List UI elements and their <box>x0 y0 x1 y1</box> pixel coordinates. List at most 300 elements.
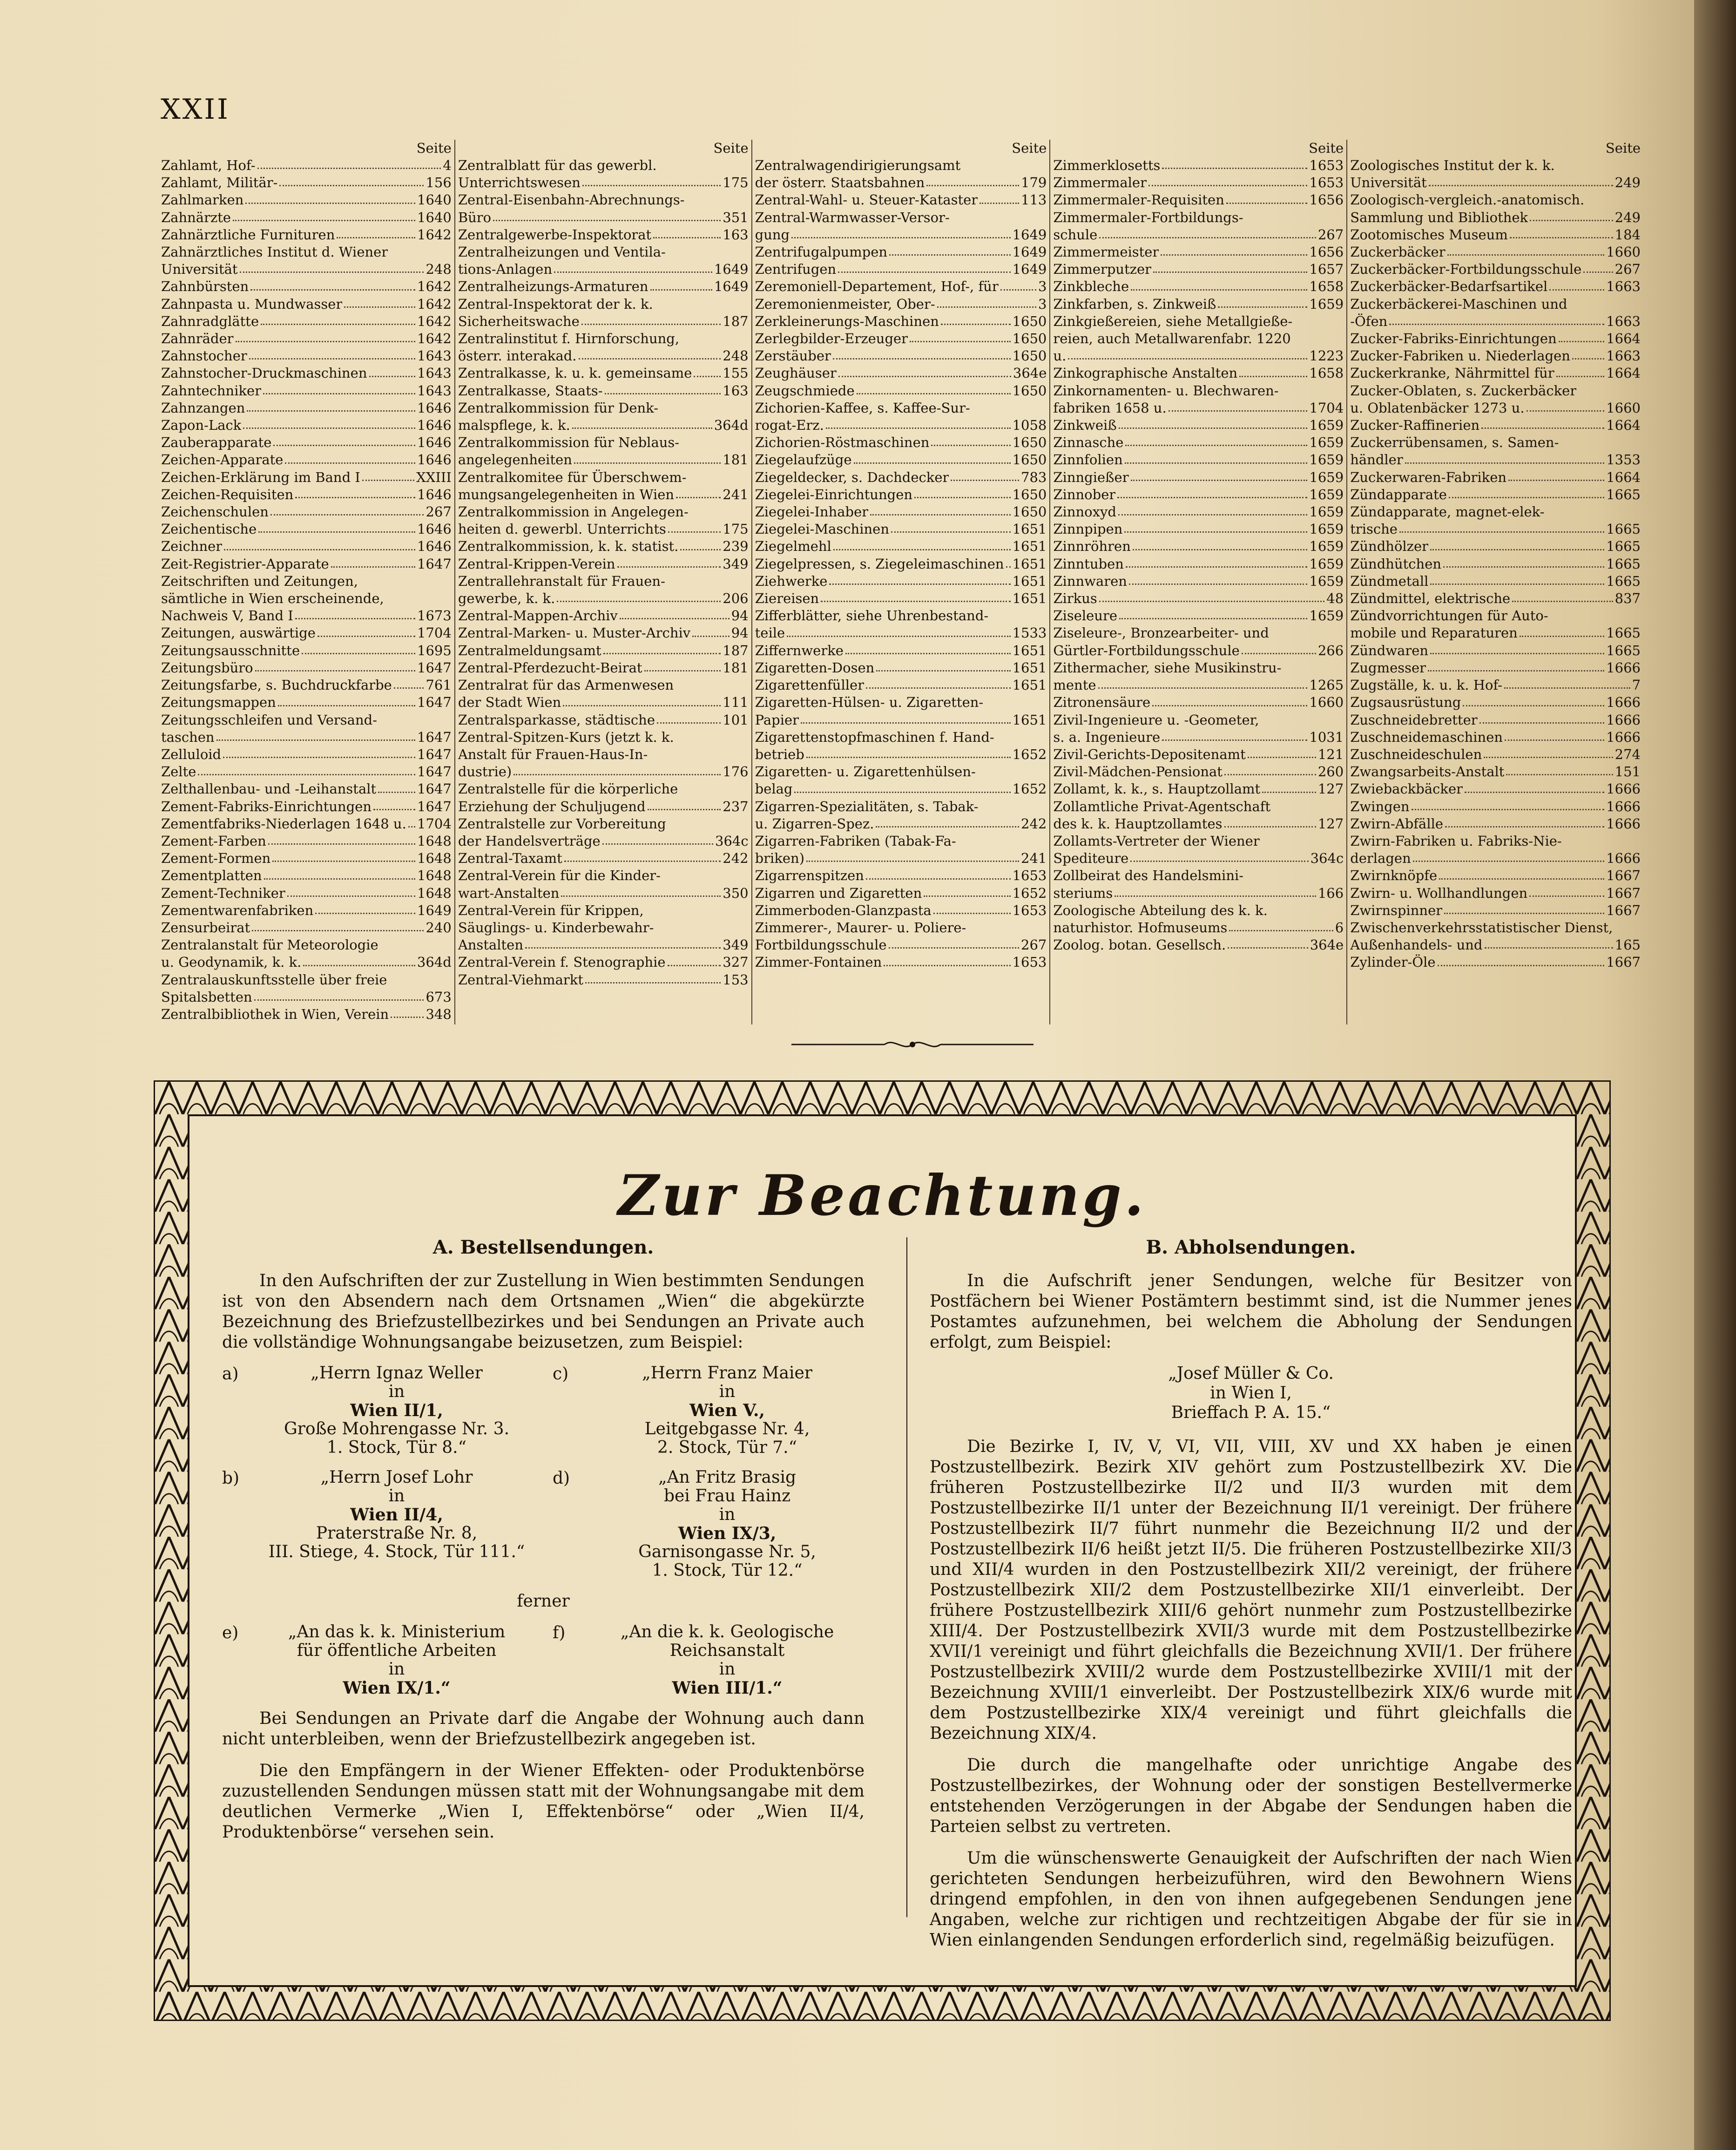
dot-leader <box>1162 157 1307 169</box>
index-entry <box>1350 573 1641 590</box>
index-entry <box>161 174 452 191</box>
dot-leader <box>243 417 415 429</box>
index-entry <box>1350 677 1641 694</box>
dot-leader <box>1438 954 1605 966</box>
entry-term: Zentral-Inspektorat der k. k. <box>458 296 653 312</box>
entry-page: 1058 <box>1012 417 1047 434</box>
example-line: 1. Stock, Tür 8.“ <box>326 1438 467 1457</box>
entry-term: Zeichentische <box>161 521 257 537</box>
entry-page: 1649 <box>714 261 749 278</box>
entry-term: Zimmerer-, Maurer- u. Poliere- <box>755 919 966 936</box>
entry-term: Zucker-Fabriken u. Niederlagen <box>1350 348 1570 364</box>
example-line: Wien V., <box>689 1401 765 1420</box>
example-line: in Wien I, <box>1210 1384 1292 1403</box>
entry-term: Zinkgießereien, siehe Metallgieße- <box>1053 313 1293 329</box>
entry-term: Spediteure <box>1053 850 1129 867</box>
page-number: XXII <box>161 93 230 126</box>
entry-page: 1659 <box>1309 434 1344 451</box>
example-line: „An die k. k. Geologische <box>620 1622 834 1641</box>
entry-term: angelegenheiten <box>458 452 572 468</box>
index-entry <box>1053 607 1344 624</box>
entry-page: 1649 <box>1012 261 1047 278</box>
entry-page: 1663 <box>1606 278 1641 295</box>
dot-leader <box>1248 746 1316 758</box>
entry-term: Zahnzangen <box>161 400 245 416</box>
dot-leader <box>582 174 721 186</box>
entry-page: 1648 <box>417 850 452 867</box>
entry-page: 1665 <box>1606 642 1641 658</box>
entry-page: 1650 <box>1012 313 1047 329</box>
index-entry <box>458 850 749 867</box>
entry-term: Zollbeirat des Handelsmini- <box>1053 868 1244 884</box>
index-entry <box>161 191 452 209</box>
index-entry <box>1053 919 1344 936</box>
dot-leader <box>857 382 1011 394</box>
entry-term: Zucker-Oblaten, s. Zuckerbäcker <box>1350 382 1577 399</box>
index-entry <box>755 867 1047 884</box>
entry-page: 837 <box>1614 590 1641 607</box>
index-entry <box>161 538 452 555</box>
dot-leader <box>914 486 1011 498</box>
entry-term: des k. k. Hauptzollamtes <box>1053 815 1223 832</box>
entry-term: Zeit-Registrier-Apparate <box>161 556 329 572</box>
entry-page: 1652 <box>1012 885 1047 901</box>
index-entry <box>1350 885 1641 902</box>
dot-leader <box>1510 226 1613 238</box>
index-entry <box>458 867 749 884</box>
index-entry <box>755 278 1047 295</box>
entry-term: Zentralauskunftsstelle über freie <box>161 971 387 988</box>
index-entry <box>1350 503 1641 521</box>
dot-leader <box>806 746 1011 758</box>
index-entry <box>755 451 1047 468</box>
entry-page: 1665 <box>1606 556 1641 572</box>
entry-page: 1666 <box>1606 729 1641 745</box>
entry-term: Zwirn- u. Wollhandlungen <box>1350 885 1528 901</box>
index-entry <box>1350 226 1641 244</box>
index-entry <box>1053 417 1344 434</box>
entry-term: Zentrifugen <box>755 261 837 278</box>
dot-leader <box>278 694 415 706</box>
index-entry <box>458 902 749 919</box>
index-entry <box>1350 919 1641 936</box>
index-entry <box>1350 347 1641 365</box>
entry-page: 163 <box>723 226 749 243</box>
dot-leader <box>285 451 415 463</box>
dot-leader <box>261 313 415 325</box>
entry-page: 3 <box>1038 278 1047 295</box>
index-entry <box>1350 798 1641 815</box>
example-line: 2. Stock, Tür 7.“ <box>657 1438 797 1457</box>
index-entry <box>161 573 452 590</box>
entry-page: 1665 <box>1606 573 1641 589</box>
dot-leader <box>866 677 1011 689</box>
index-entry <box>1350 191 1641 209</box>
index-entry <box>1350 712 1641 729</box>
index-entry <box>1350 521 1641 538</box>
dot-leader <box>563 694 721 706</box>
entry-term: Zahnärzte <box>161 209 231 225</box>
entry-page: 1650 <box>1012 434 1047 451</box>
dot-leader <box>1068 347 1307 359</box>
dot-leader <box>493 209 721 221</box>
entry-page: 179 <box>1021 175 1047 191</box>
dot-leader <box>585 971 721 983</box>
entry-term: Ziegelei-Inhaber <box>755 504 869 520</box>
index-entry <box>1053 798 1344 815</box>
index-entry <box>161 712 452 729</box>
entry-page: 156 <box>426 175 452 191</box>
dot-leader <box>1506 763 1613 775</box>
entry-term: Zelluloid <box>161 746 222 762</box>
entry-term: Zentralheizungs-Armaturen <box>458 278 648 295</box>
entry-page: 1651 <box>1012 556 1047 572</box>
index-entry <box>1350 382 1641 400</box>
dot-leader <box>554 261 712 273</box>
example-line: bei Frau Hainz <box>663 1486 791 1506</box>
index-entry <box>755 382 1047 400</box>
index-entry <box>1350 642 1641 659</box>
index-entry <box>755 261 1047 278</box>
entry-page: 1642 <box>417 296 452 312</box>
index-entry <box>458 174 749 191</box>
index-entry <box>161 833 452 850</box>
entry-page: 1650 <box>1012 452 1047 468</box>
entry-page: 1665 <box>1606 538 1641 555</box>
entry-term: Zentral-Eisenbahn-Abrechnungs- <box>458 192 685 208</box>
entry-page: 206 <box>723 590 749 607</box>
entry-page: 1649 <box>417 902 452 918</box>
entry-term: Zahlamt, Hof- <box>161 157 256 173</box>
example-line: „Herrn Josef Lohr <box>320 1468 473 1487</box>
index-entry <box>1053 624 1344 642</box>
entry-page: 1640 <box>417 192 452 208</box>
entry-term: u. Zigarren-Spez. <box>755 815 874 832</box>
entry-page: 1031 <box>1309 729 1344 745</box>
dot-leader <box>1006 556 1011 568</box>
section-b-example <box>930 1364 1572 1423</box>
dot-leader <box>806 850 1019 862</box>
entry-term: Nachweis V, Band I <box>161 608 293 624</box>
entry-page: 1704 <box>417 815 452 832</box>
dot-leader <box>331 556 415 568</box>
entry-page: 1653 <box>1309 175 1344 191</box>
dot-leader <box>1485 936 1613 949</box>
dot-leader <box>924 885 1010 897</box>
entry-page: 127 <box>1317 781 1344 797</box>
index-entry <box>755 503 1047 521</box>
entry-term: Zinkographische Anstalten <box>1053 365 1238 381</box>
index-entry <box>161 417 452 434</box>
index-entry <box>1053 365 1344 382</box>
dot-leader <box>884 954 1010 966</box>
entry-term: mente <box>1053 677 1096 693</box>
example-line: in <box>388 1660 405 1679</box>
entry-page: 249 <box>1614 209 1641 225</box>
entry-term: Zuckerwaren-Fabriken <box>1350 469 1507 485</box>
index-entry <box>161 1006 452 1023</box>
entry-page: 1646 <box>417 521 452 537</box>
dot-leader <box>1505 729 1604 741</box>
index-column <box>1050 140 1347 1024</box>
index-entry <box>1053 261 1344 278</box>
address-example <box>553 1468 865 1580</box>
index-entry <box>1350 486 1641 503</box>
entry-term: Zelthallenbau- und -Leihanstalt <box>161 781 377 797</box>
index-entry <box>161 434 452 451</box>
entry-term: Zelte <box>161 764 196 780</box>
dot-leader <box>1549 278 1604 290</box>
entry-term: Zinngießer <box>1053 469 1129 485</box>
entry-page: 4 <box>443 157 452 173</box>
index-entry <box>755 174 1047 191</box>
index-entry <box>458 954 749 971</box>
dot-leader <box>821 590 1010 602</box>
dot-leader <box>1399 521 1604 533</box>
section-b-para-4: Um die wünschenswerte Genauigkeit der Aufschriften der nach Wien gerichteten Sendungen herbeizuführen, wird den Bewohnern Wiens dringend empfohlen, in den von ihnen aufgegebenen Sendungen jene Angaben, welche zur richtigen und rechtzeitigen Abgabe der für sie in Wien einlangenden Sendungen erforderlich sind, regelmäßig beizufügen. <box>930 1849 1572 1950</box>
index-entry <box>1053 885 1344 902</box>
index-entry <box>458 590 749 607</box>
index-entry <box>1053 573 1344 590</box>
example-label: e) <box>222 1623 239 1642</box>
entry-page: 1653 <box>1309 157 1344 173</box>
entry-page: 1646 <box>417 452 452 468</box>
entry-term: Zeichenschulen <box>161 504 269 520</box>
index-entry <box>458 347 749 365</box>
dot-leader <box>1228 936 1308 949</box>
index-entry <box>755 538 1047 555</box>
entry-term: Zylinder-Öle <box>1350 954 1436 970</box>
index-entry <box>161 919 452 936</box>
dot-leader <box>1099 590 1324 602</box>
dot-leader <box>1126 556 1307 568</box>
index-entry <box>458 244 749 261</box>
index-entry <box>161 313 452 330</box>
entry-term: -Öfen <box>1350 313 1388 329</box>
entry-page: 187 <box>723 642 749 658</box>
dot-leader <box>240 261 424 273</box>
index-entry <box>755 677 1047 694</box>
index-entry <box>458 659 749 677</box>
index-entry <box>1350 763 1641 780</box>
index-entry <box>1053 729 1344 746</box>
index-entry <box>755 885 1047 902</box>
index-entry <box>1053 191 1344 209</box>
example-line: Garnisongasse Nr. 5, <box>638 1542 816 1561</box>
entry-page: 1667 <box>1606 868 1641 884</box>
dot-leader <box>838 365 1011 377</box>
entry-term: Zwischenverkehrsstatistischer Dienst, <box>1350 919 1613 936</box>
entry-page: 1647 <box>417 798 452 814</box>
dot-leader <box>303 954 415 966</box>
dot-leader <box>801 712 1011 724</box>
index-entry <box>458 780 749 798</box>
dot-leader <box>1439 867 1604 879</box>
index-entry <box>458 763 749 780</box>
index-entry <box>755 746 1047 763</box>
entry-page: 127 <box>1317 815 1344 832</box>
entry-page: 1647 <box>417 729 452 745</box>
entry-page: 241 <box>723 486 749 502</box>
dot-leader <box>236 330 415 342</box>
dot-leader <box>910 330 1011 342</box>
index-entry <box>161 746 452 763</box>
index-entry <box>1350 867 1641 884</box>
dot-leader <box>255 659 415 671</box>
entry-page: 165 <box>1614 937 1641 953</box>
index-entry <box>458 365 749 382</box>
entry-term: Zigarren-Spezialitäten, s. Tabak- <box>755 798 979 814</box>
entry-term: Zimmermeister <box>1053 244 1159 260</box>
entry-term: Zündmetall <box>1350 573 1429 589</box>
entry-term: teile <box>755 625 785 641</box>
dot-leader <box>572 417 712 429</box>
dot-leader <box>337 226 415 238</box>
index-entry <box>161 296 452 313</box>
index-entry <box>755 850 1047 867</box>
example-line: in <box>719 1382 736 1401</box>
index-entry <box>1350 936 1641 954</box>
entry-page: 111 <box>723 694 749 711</box>
entry-page: 1664 <box>1606 417 1641 434</box>
entry-term: Zündapparate <box>1350 486 1447 502</box>
index-entry <box>161 261 452 278</box>
index-entry <box>1053 226 1344 244</box>
entry-page: 267 <box>1021 937 1047 953</box>
entry-page: 1651 <box>1012 538 1047 555</box>
index-entry <box>161 780 452 798</box>
index-entry <box>1350 261 1641 278</box>
entry-term: Zündmittel, elektrische <box>1350 590 1511 607</box>
dot-leader <box>1130 850 1308 862</box>
entry-term: Zinkornamenten- u. Blechwaren- <box>1053 382 1279 399</box>
index-entry <box>458 573 749 590</box>
entry-term: Zahnärztliche Furnituren <box>161 226 335 243</box>
entry-term: Zinnoxyd <box>1053 504 1116 520</box>
column-head: Seite <box>1309 140 1344 156</box>
column-head: Seite <box>416 140 452 156</box>
entry-term: Zahnbürsten <box>161 278 249 295</box>
entry-page: 1651 <box>1012 573 1047 589</box>
index-entry <box>161 971 452 989</box>
index-entry <box>161 815 452 833</box>
dot-leader <box>302 642 415 654</box>
entry-page: 1646 <box>417 434 452 451</box>
index-entry <box>755 642 1047 659</box>
dot-leader <box>1559 330 1605 342</box>
entry-term: Zollamts-Vertreter der Wiener <box>1053 833 1260 849</box>
entry-term: heiten d. gewerbl. Unterrichts <box>458 521 666 537</box>
index-entry <box>1350 694 1641 711</box>
index-entry <box>755 313 1047 330</box>
entry-term: Zichorien-Röstmaschinen <box>755 434 930 451</box>
dot-leader <box>579 347 721 359</box>
entry-term: Zimmerboden-Glanzpasta <box>755 902 932 918</box>
entry-term: malspflege, k. k. <box>458 417 570 434</box>
entry-term: Zichorien-Kaffee, s. Kaffee-Sur- <box>755 400 970 416</box>
entry-term: Zwirn-Abfälle <box>1350 815 1444 832</box>
entry-term: Zigaretten-Hülsen- u. Zigaretten- <box>755 694 984 711</box>
index-entry <box>1053 538 1344 555</box>
entry-term: Zentralkommission für Neblaus- <box>458 434 680 451</box>
entry-page: 783 <box>1021 469 1047 485</box>
index-entry <box>1053 157 1344 174</box>
entry-term: Zootomisches Museum <box>1350 226 1508 243</box>
entry-page: 267 <box>1614 261 1641 278</box>
dot-leader <box>1430 538 1604 550</box>
index-entry <box>458 417 749 434</box>
dot-leader <box>1428 659 1604 671</box>
entry-term: Zentralkomitee für Überschwem- <box>458 469 687 485</box>
dot-leader <box>1449 486 1604 498</box>
entry-page: 1666 <box>1606 815 1641 832</box>
entry-term: Zigaretten-Dosen <box>755 659 875 676</box>
index-entry <box>161 885 452 902</box>
ferner-label: ferner <box>517 1592 570 1611</box>
index-entry <box>458 936 749 954</box>
dot-leader <box>273 434 415 446</box>
example-line: Brieffach P. A. 15.“ <box>1171 1403 1331 1422</box>
entry-term: Zündapparate, magnet-elek- <box>1350 504 1545 520</box>
column-head: Seite <box>1605 140 1641 156</box>
entry-term: Zündhölzer <box>1350 538 1428 555</box>
entry-term: Zinntuben <box>1053 556 1124 572</box>
entry-page: 1643 <box>417 348 452 364</box>
entry-term: Zigarettenstopfmaschinen f. Hand- <box>755 729 994 745</box>
entry-term: steriums <box>1053 885 1113 901</box>
entry-term: rogat-Erz. <box>755 417 824 434</box>
dot-leader <box>1224 815 1316 827</box>
index-entry <box>755 919 1047 936</box>
index-entry <box>1350 296 1641 313</box>
entry-page: 1643 <box>417 365 452 381</box>
entry-page: 1666 <box>1606 798 1641 814</box>
dot-leader <box>979 191 1019 203</box>
dot-leader <box>1527 400 1605 412</box>
dot-leader <box>787 624 1010 637</box>
entry-term: Zimmermaler <box>1053 175 1147 191</box>
entry-term: Ziffernwerke <box>755 642 844 658</box>
entry-term: Zollamt, k. k., s. Hauptzollamt <box>1053 781 1261 797</box>
dot-leader <box>1508 469 1604 481</box>
index-entry <box>755 556 1047 573</box>
entry-term: Zentral-Pferdezucht-Beirat <box>458 659 642 676</box>
dot-leader <box>1125 434 1307 446</box>
dot-leader <box>1430 642 1604 654</box>
entry-page: 1659 <box>1309 486 1344 502</box>
index-entry <box>755 486 1047 503</box>
entry-term: Zeichen-Apparate <box>161 452 284 468</box>
entry-page: 1653 <box>1012 868 1047 884</box>
entry-term: österr. interakad. <box>458 348 577 364</box>
entry-page: 1659 <box>1309 556 1344 572</box>
dot-leader <box>408 815 415 827</box>
entry-page: 184 <box>1614 226 1641 243</box>
index-entry <box>755 417 1047 434</box>
dot-leader <box>1389 313 1604 325</box>
dot-leader <box>1556 365 1605 377</box>
entry-page: 175 <box>723 175 749 191</box>
entry-page: 349 <box>723 556 749 572</box>
dot-leader <box>216 729 415 741</box>
entry-page: 1695 <box>417 642 452 658</box>
entry-term: gung <box>755 226 790 243</box>
dot-leader <box>198 763 415 775</box>
entry-term: Zentralgewerbe-Inspektorat <box>458 226 652 243</box>
entry-page: 1646 <box>417 538 452 555</box>
entry-page: 1647 <box>417 781 452 797</box>
entry-term: Zentral-Spitzen-Kurs (jetzt k. k. <box>458 729 674 745</box>
